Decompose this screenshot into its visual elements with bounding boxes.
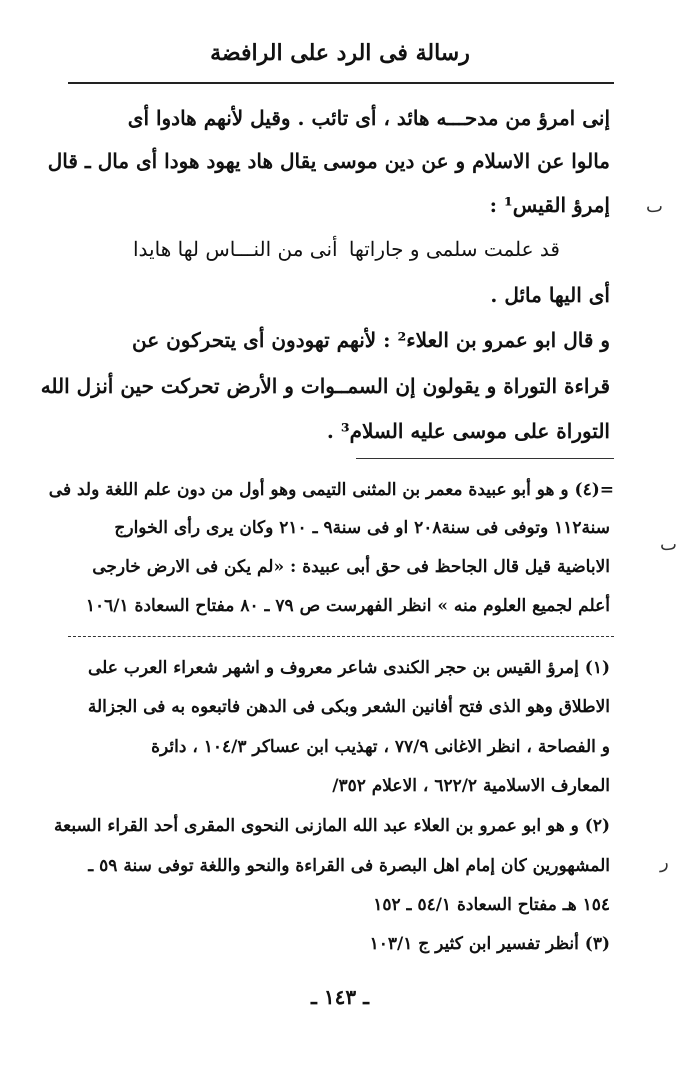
verse-first-hemistich: قد علمت سلمى و جاراتها [348,237,560,261]
margin-mark: ٮ [660,534,677,555]
header-rule [68,82,614,84]
body-line-5: و قال ابو عمرو بن العلاء² : لأنهم تهودون أى يتحركون عن [132,328,610,352]
footnote-divider [68,636,614,637]
margin-mark: ٮ [646,196,663,217]
footnote-2-line-2: المشهورين كان إمام اهل البصرة فى القراءة والنحو واللغة توفى سنة ٥٩ ـ [88,856,610,876]
footnote-3-line-1: (٣) أنظر تفسير ابن كثير ج ١٠٣/١ [369,934,610,954]
footnote-separator [356,458,614,459]
margin-mark: ر [660,852,669,873]
verse-second-hemistich: أنى من النـــاس لها هايدا [133,237,338,261]
footnote-2-line-1: (٢) و هو ابو عمرو بن العلاء عبد الله المازنى النحوى المقرى أحد القراء السبعة [54,816,610,836]
footnote-1-line-4: المعارف الاسلامية ٦٢٢/٢ ، الاعلام ٣٥٢/ [332,776,610,796]
footnote-2-line-3: ١٥٤ هـ مفتاح السعادة ٥٤/١ ـ ١٥٢ [373,895,610,915]
footnote-1-line-3: و الفصاحة ، انظر الاغانى ٧٧/٩ ، تهذيب ابن عساكر ١٠٤/٣ ، دائرة [151,737,610,757]
body-line-3: إمرؤ القيس¹ : [489,193,610,217]
footnote-1-line-2: الاطلاق وهو الذى فتح أفانين الشعر وبكى فى الدهن فاتبعوه به فى الجزالة [87,697,610,717]
body-line-1: إنى امرؤ من مدحـــه هائد ، أى تائب . وقيل لأنهم هادوا أى [127,106,610,130]
body-line-6: قراءة التوراة و يقولون إن السمــوات و الأرض تحركت حين أنزل الله [40,374,610,398]
footnote-1-line-1: (١) إمرؤ القيس بن حجر الكندى شاعر معروف و اشهر شعراء العرب على [88,658,610,678]
continuation-line-3: الاباضية قيل قال الجاحظ فى حق أبى عبيدة : «لم يكن فى الارض خارجى [92,557,610,577]
body-line-2: مالوا عن الاسلام و عن دين موسى يقال هاد يهود هودا أى مال ـ قال [47,149,610,173]
continuation-line-2: سنة١١٢ وتوفى فى سنة٢٠٨ او فى سنة٩ ـ ٢١٠ وكان يرى رأى الخوارج [114,518,610,538]
page-header-title: رسالة فى الرد على الرافضة [210,40,470,66]
continuation-line-4: أعلم لجميع العلوم منه » انظر الفهرست ص ٧٩ ـ ٨٠ مفتاح السعادة ١٠٦/١ [85,596,610,616]
body-line-4: أى اليها مائل . [490,283,610,307]
page-number: ـ ١٤٣ ـ [311,985,369,1009]
continuation-line-1: =(٤) و هو أبو عبيدة معمر بن المثنى التيمى وهو أول من دون علم اللغة ولد فى [48,480,614,500]
body-line-7: التوراة على موسى عليه السلام³ . [326,419,610,443]
